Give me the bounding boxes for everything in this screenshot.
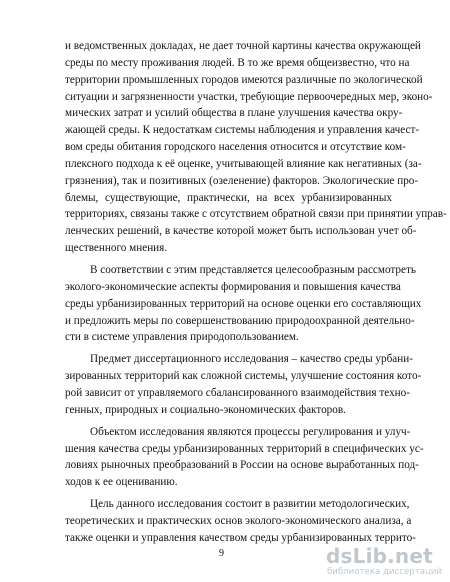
text-line: Объектом исследования являются процессы регулирования и улуч-: [90, 426, 411, 438]
watermark: [326, 542, 444, 578]
text-line: ленческих решений, в качестве которой может быть использован учет об-: [65, 225, 417, 237]
text-line: вом среды обитания городского населения относится и отсутствие ком-: [65, 141, 406, 153]
text-line: плексного подхода к её оценке, учитывающей влияние как негативных (за-: [65, 158, 422, 170]
text-line: ходов к ее оцениванию.: [65, 476, 178, 488]
text-line: щественного мнения.: [65, 242, 168, 254]
text-line: генных, природных и социально-экономических факторов.: [65, 404, 346, 416]
text-line: территории промышленных городов имеются различные по экологической: [65, 74, 423, 86]
text-line: шения качества среды урбанизированных территорий в специфических ус-: [65, 443, 424, 455]
text-line: и ведомственных докладах, не дает точной картины качества окружающей: [65, 40, 421, 52]
text-line: мических затрат и усилий общества в плане улучшения качества окру-: [65, 107, 403, 119]
page-number: 9: [219, 548, 224, 559]
text-line: ловиях рыночных преобразований в России на основе выработанных под-: [65, 459, 419, 471]
text-line: жающей среды. К недостаткам системы наблюдения и управления качест-: [65, 124, 420, 136]
text-line: Предмет диссертационного исследования – качество среды урбани-: [90, 353, 413, 365]
text-line: В соответствии с этим представляется целесообразным рассмотреть: [90, 264, 416, 276]
watermark-subtitle: библиотека диссертаций: [327, 567, 443, 577]
text-line: среды по месту проживания людей. В то же время общеизвестно, что на: [65, 57, 410, 69]
watermark-logo: dsLib.net: [326, 544, 433, 568]
text-line: Цель данного исследования состоит в развитии методологических,: [90, 498, 410, 510]
text-line: и предложить меры по совершенствованию природоохранной деятельно-: [65, 315, 415, 327]
text-line: сти в системе управления природопользованием.: [65, 331, 299, 343]
text-line: среды урбанизированных территорий на основе оценки его составляющих: [65, 298, 422, 310]
text-line: теоретических и практических основ эколого-экономического анализа, а: [65, 515, 412, 527]
text-line: эколого-экономические аспекты формирования и повышения качества: [65, 281, 401, 293]
text-line: блемы, существующие, практически, на всех урбанизированных: [65, 192, 392, 204]
text-line: также оценки и управления качеством среды урбанизированных террито-: [65, 532, 416, 544]
text-line: грязнения), так и позитивных (озеленение) факторов. Экологические про-: [65, 175, 419, 187]
text-line: рой зависит от управляемого сбалансированного взаимодействия техно-: [65, 387, 410, 399]
text-line: зированных территорий как сложной системы, улучшение состояния кото-: [65, 370, 422, 382]
text-line: ситуации и загрязненности участки, требующие первоочередных мер, эконо-: [65, 91, 433, 103]
text-line: территориях, связаны также с отсутствием обратной связи при принятии управ-: [65, 208, 447, 220]
